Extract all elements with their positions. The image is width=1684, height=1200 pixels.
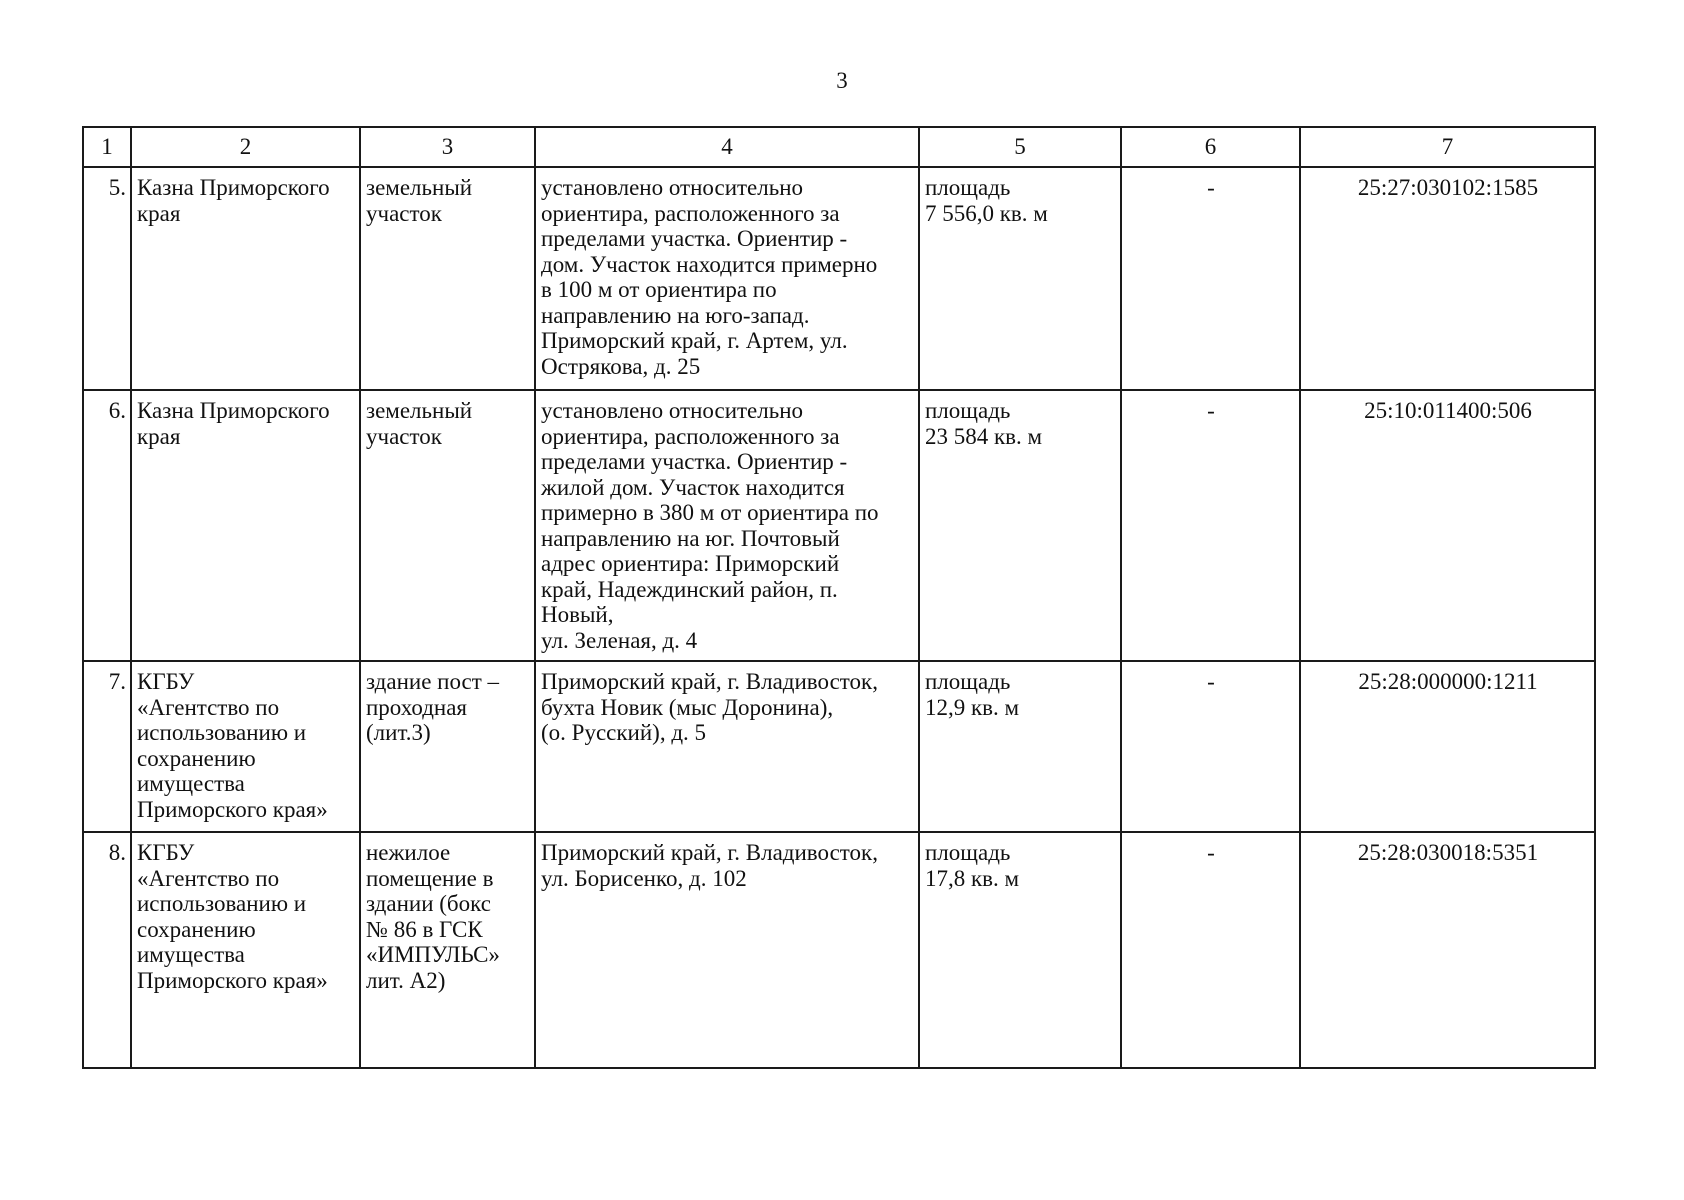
holder-cell: Казна Приморского края bbox=[131, 390, 360, 661]
holder-cell: КГБУ «Агентство по использованию и сохранению имущества Приморского края» bbox=[131, 661, 360, 832]
table-row bbox=[83, 661, 1595, 832]
column-6-cell: - bbox=[1121, 832, 1300, 1068]
area-cell: площадь 7 556,0 кв. м bbox=[919, 167, 1121, 390]
row-number-cell: 8. bbox=[83, 832, 131, 1068]
column-6-cell: - bbox=[1121, 390, 1300, 661]
address-cell: Приморский край, г. Владивосток, бухта Новик (мыс Доронина), (о. Русский), д. 5 bbox=[535, 661, 919, 832]
table-row bbox=[83, 832, 1595, 1068]
row-number-cell: 5. bbox=[83, 167, 131, 390]
address-cell: установлено относительно ориентира, расположенного за пределами участка. Ориентир - дом. Участок находится примерно в 100 м от ориентира по направлению на юго-запад. Приморский край, г. Артем, ул. Острякова, д. 25 bbox=[535, 167, 919, 390]
header-col-4: 4 bbox=[535, 127, 919, 167]
area-cell: площадь 17,8 кв. м bbox=[919, 832, 1121, 1068]
cadastral-number-cell: 25:28:000000:1211 bbox=[1300, 661, 1595, 832]
object-type-cell: нежилое помещение в здании (бокс № 86 в ГСК «ИМПУЛЬС» лит. А2) bbox=[360, 832, 535, 1068]
header-col-1: 1 bbox=[83, 127, 131, 167]
object-type-cell: земельный участок bbox=[360, 390, 535, 661]
table-row bbox=[83, 390, 1595, 661]
header-col-6: 6 bbox=[1121, 127, 1300, 167]
holder-cell: Казна Приморского края bbox=[131, 167, 360, 390]
table-header-row bbox=[83, 127, 1595, 167]
area-cell: площадь 12,9 кв. м bbox=[919, 661, 1121, 832]
object-type-cell: здание пост – проходная (лит.3) bbox=[360, 661, 535, 832]
object-type-cell: земельный участок bbox=[360, 167, 535, 390]
page-number: 3 bbox=[836, 68, 848, 93]
cadastral-number-cell: 25:10:011400:506 bbox=[1300, 390, 1595, 661]
header-col-7: 7 bbox=[1300, 127, 1595, 167]
area-cell: площадь 23 584 кв. м bbox=[919, 390, 1121, 661]
address-cell: установлено относительно ориентира, расположенного за пределами участка. Ориентир - жилой дом. Участок находится примерно в 380 м от ориентира по направлению на юг. Почтовый адрес ориентира: Приморский край, Надеждинский район, п. Новый, ул. Зеленая, д. 4 bbox=[535, 390, 919, 661]
holder-cell: КГБУ «Агентство по использованию и сохранению имущества Приморского края» bbox=[131, 832, 360, 1068]
header-col-2: 2 bbox=[131, 127, 360, 167]
row-number-cell: 6. bbox=[83, 390, 131, 661]
column-6-cell: - bbox=[1121, 167, 1300, 390]
table-row bbox=[83, 167, 1595, 390]
property-registry-table bbox=[82, 126, 1596, 1069]
cadastral-number-cell: 25:27:030102:1585 bbox=[1300, 167, 1595, 390]
address-cell: Приморский край, г. Владивосток, ул. Борисенко, д. 102 bbox=[535, 832, 919, 1068]
column-6-cell: - bbox=[1121, 661, 1300, 832]
header-col-3: 3 bbox=[360, 127, 535, 167]
header-col-5: 5 bbox=[919, 127, 1121, 167]
row-number-cell: 7. bbox=[83, 661, 131, 832]
cadastral-number-cell: 25:28:030018:5351 bbox=[1300, 832, 1595, 1068]
